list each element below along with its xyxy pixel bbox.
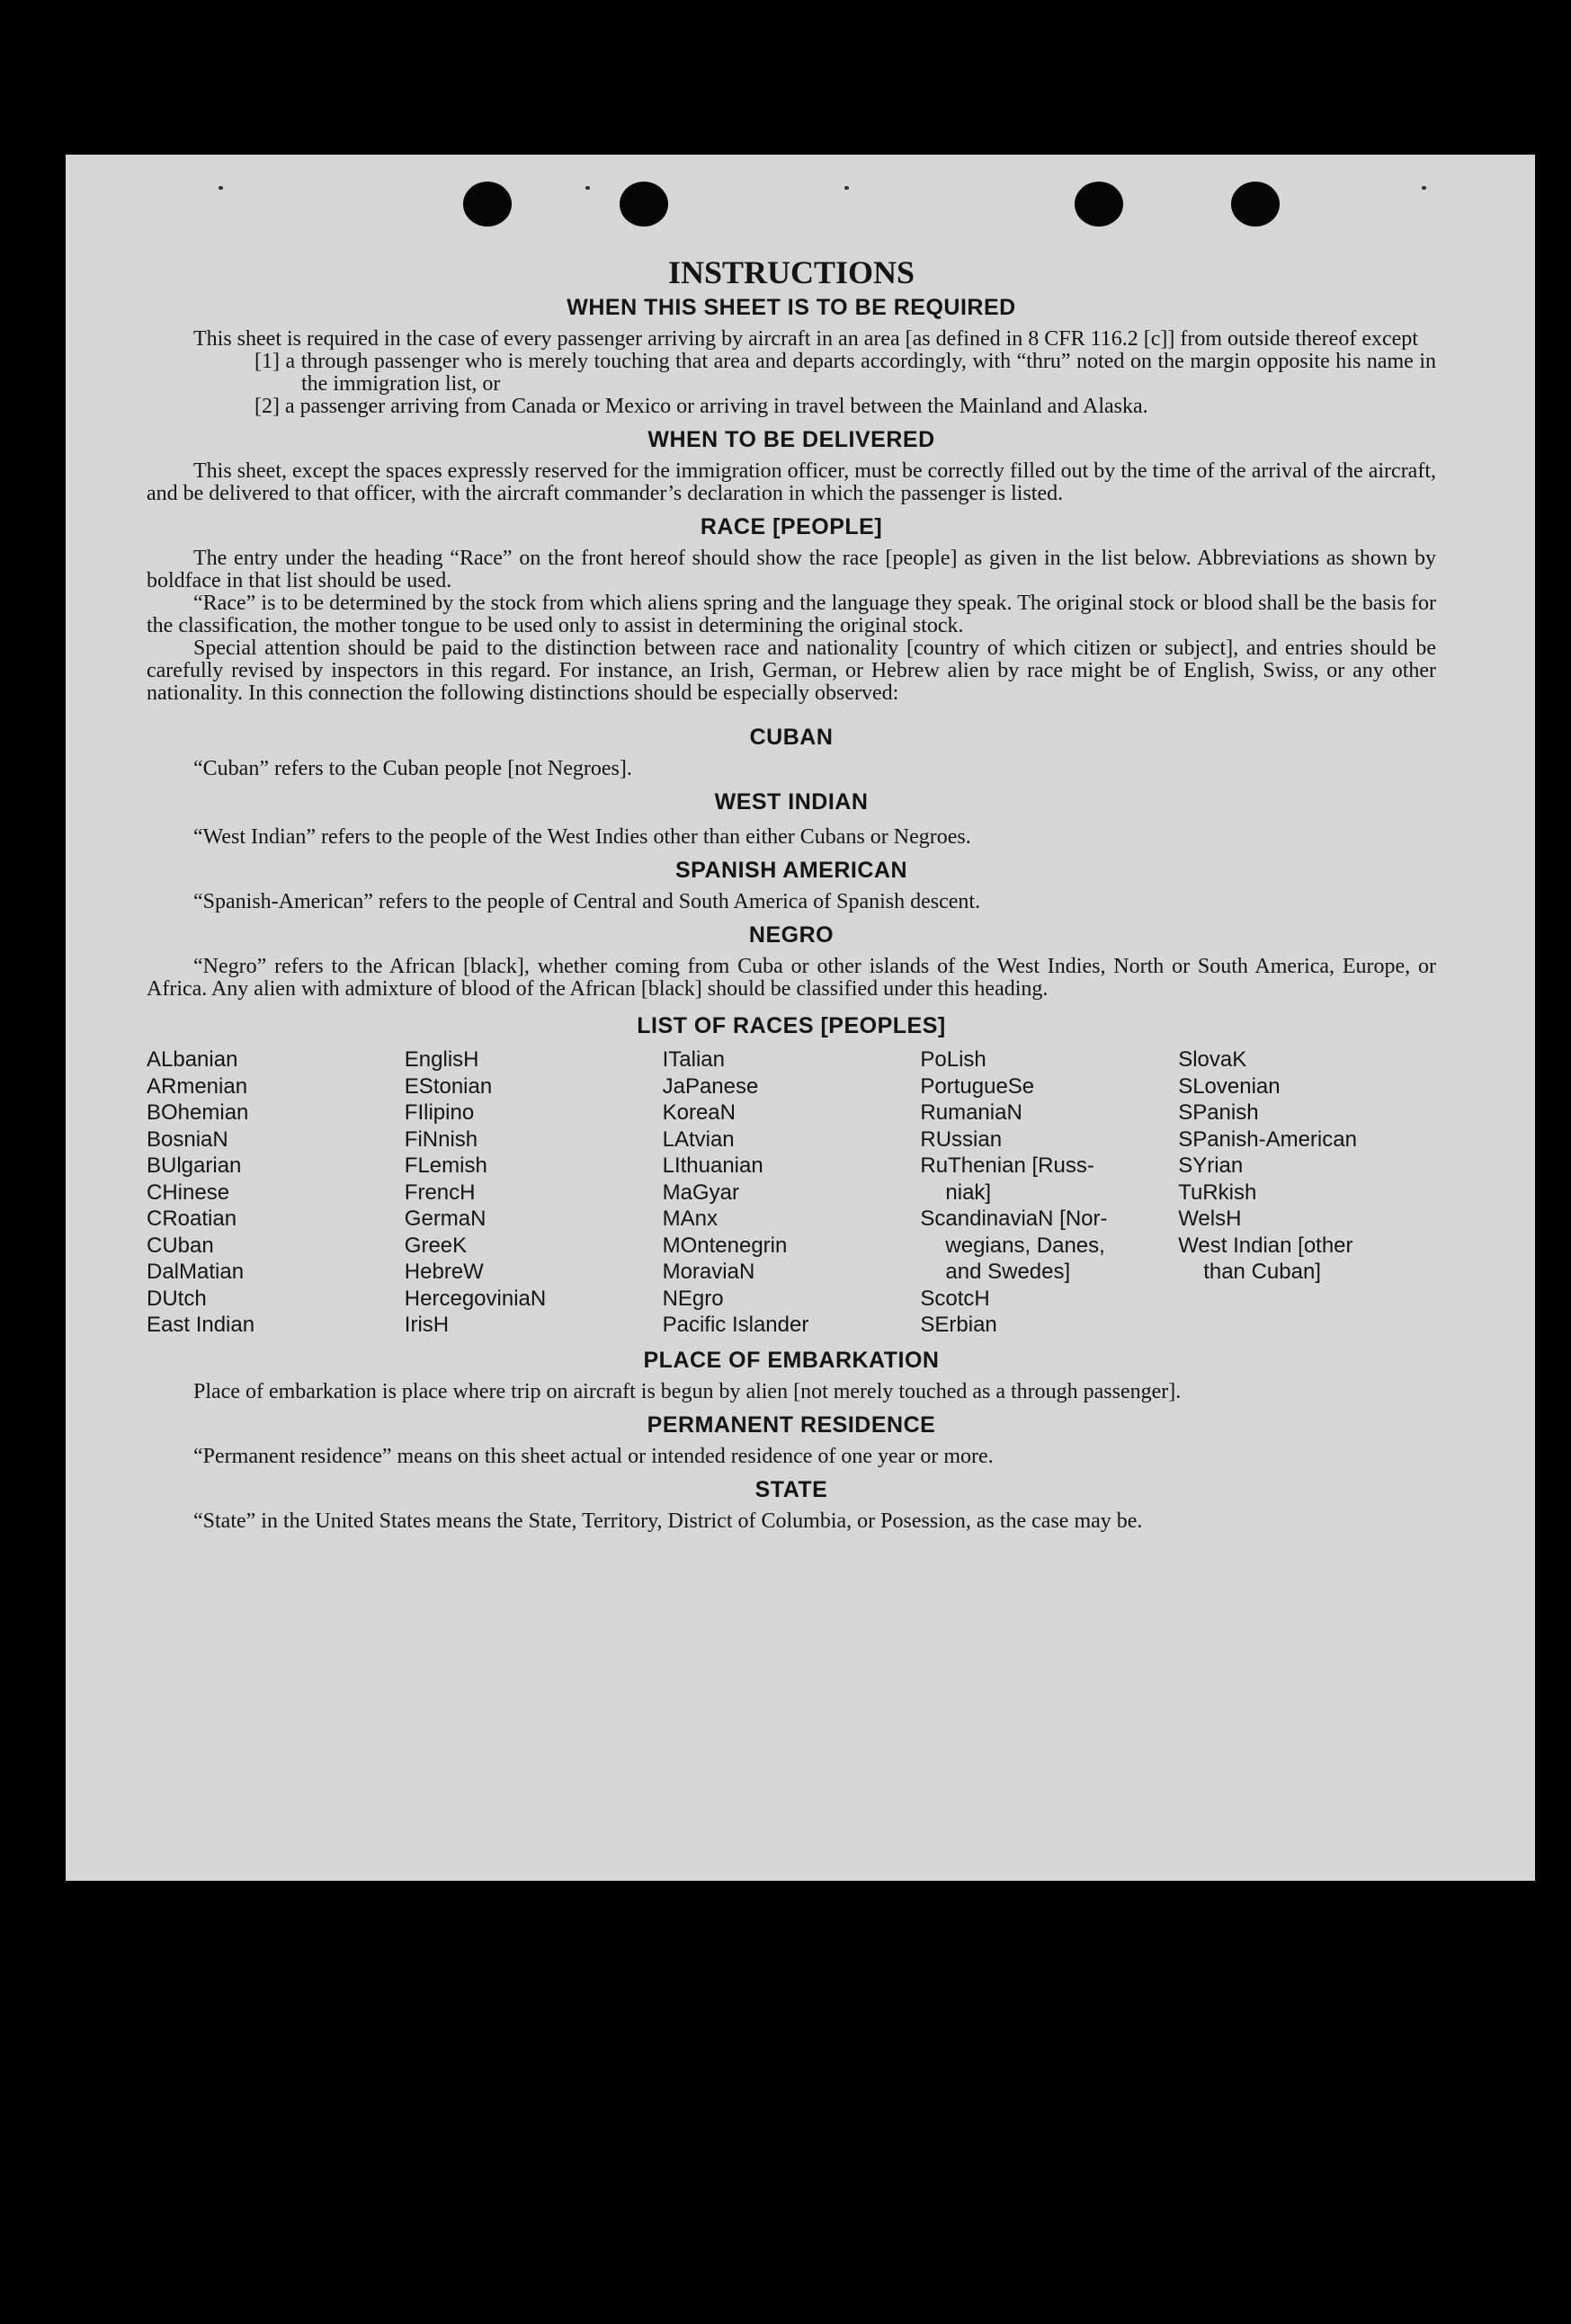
race-entry: EnglisH xyxy=(404,1047,479,1072)
race-entry: ALbanian xyxy=(147,1047,238,1072)
permanent-residence-text: “Permanent residence” means on this sheet actual or intended residence of one year or more. xyxy=(193,1444,994,1468)
races-column-4 xyxy=(920,1046,1178,1339)
speck xyxy=(844,186,849,190)
race-entry: RUssian xyxy=(920,1126,1003,1152)
race-entry: BosniaN xyxy=(147,1126,228,1152)
heading-embarkation: PLACE OF EMBARKATION xyxy=(643,1347,940,1373)
race-entry: MAnx xyxy=(662,1207,718,1231)
heading-when-delivered: WHEN TO BE DELIVERED xyxy=(647,427,935,452)
negro-text: “Negro” refers to the African [black], whether coming from Cuba or other islands of the West Indies, North or South America, Europe, or Africa. Any alien with admixture of blood of the African [black] should be classified under this heading. xyxy=(147,955,1436,1001)
race-entry: EStonian xyxy=(404,1073,493,1099)
punch-hole xyxy=(1231,182,1280,227)
heading-when-required: WHEN THIS SHEET IS TO BE REQUIRED xyxy=(567,295,1016,320)
race-entry: SErbian xyxy=(920,1313,997,1337)
when-required-intro: This sheet is required in the case of every passenger arriving by aircraft in an area [as defined in 8 CFR 116.2 [c]] from outside thereof except xyxy=(193,327,1418,351)
race-entry: NEgro xyxy=(662,1286,724,1311)
race-entry: DalMatian xyxy=(147,1260,245,1284)
race-entry: BOhemian xyxy=(147,1100,249,1125)
heading-west-indian: WEST INDIAN xyxy=(714,789,869,815)
race-entry: PoLish xyxy=(920,1047,986,1072)
state-text: “State” in the United States means the State, Territory, District of Columbia, or Posession, as the case may be. xyxy=(193,1509,1143,1533)
speck xyxy=(219,186,223,190)
heading-cuban: CUBAN xyxy=(749,725,834,750)
race-entry: BUlgarian xyxy=(147,1153,242,1178)
race-entry-continuation: and Swedes] xyxy=(945,1260,1071,1284)
races-column-5 xyxy=(1178,1046,1436,1339)
race-entry: ScotcH xyxy=(920,1286,990,1311)
race-entry: RumaniaN xyxy=(920,1100,1022,1125)
race-entry: ARmenian xyxy=(147,1073,248,1099)
speck xyxy=(1422,186,1426,190)
races-column-2 xyxy=(405,1046,663,1339)
race-entry: KoreaN xyxy=(662,1100,736,1125)
race-entry: LAtvian xyxy=(662,1126,735,1152)
race-paragraph-2: “Race” is to be determined by the stock from which aliens spring and the language they speak. The original stock or blood shall be the basis for the classification, the mother tongue to be used only to assist in determining the original stock. xyxy=(147,592,1436,637)
race-entry-continuation: niak] xyxy=(945,1180,992,1205)
race-entry: IrisH xyxy=(404,1313,450,1337)
heading-permanent-residence: PERMANENT RESIDENCE xyxy=(647,1411,936,1438)
race-entry: GreeK xyxy=(404,1233,468,1258)
race-entry: GermaN xyxy=(404,1207,486,1231)
punch-hole xyxy=(1075,182,1123,227)
exception-item-2: [2] a passenger arriving from Canada or Mexico or arriving in travel between the Mainland and Alaska. xyxy=(254,395,1148,418)
race-entry: TuRkish xyxy=(1178,1180,1257,1205)
race-entry-continuation: than Cuban] xyxy=(1203,1260,1321,1284)
race-entry: FLemish xyxy=(404,1153,487,1178)
race-entry: CUban xyxy=(147,1233,214,1258)
races-column-1 xyxy=(147,1046,405,1339)
speck xyxy=(585,186,590,190)
race-entry: MoraviaN xyxy=(662,1260,755,1284)
list-of-races xyxy=(147,1046,1436,1339)
race-entry: Pacific Islander xyxy=(662,1313,809,1337)
race-entry: HercegoviniaN xyxy=(404,1286,547,1311)
race-entry: CRoatian xyxy=(147,1207,237,1231)
page-title: INSTRUCTIONS xyxy=(667,254,915,290)
race-entry: PortugueSe xyxy=(920,1073,1035,1099)
heading-list-of-races: LIST OF RACES [PEOPLES] xyxy=(637,1013,946,1038)
spanish-american-text: “Spanish-American” refers to the people of Central and South America of Spanish descent. xyxy=(193,890,981,913)
race-entry: SPanish xyxy=(1178,1100,1259,1125)
race-entry: FIlipino xyxy=(404,1100,475,1125)
punch-hole xyxy=(620,182,668,227)
race-entry: ITalian xyxy=(662,1047,725,1072)
race-entry: East Indian xyxy=(147,1313,255,1337)
race-entry: LIthuanian xyxy=(662,1153,763,1178)
race-entry: MaGyar xyxy=(662,1180,739,1205)
race-entry: MOntenegrin xyxy=(662,1233,788,1258)
race-entry: SYrian xyxy=(1178,1153,1244,1178)
cuban-text: “Cuban” refers to the Cuban people [not Negroes]. xyxy=(193,757,632,780)
race-entry: WelsH xyxy=(1178,1207,1242,1231)
race-entry: JaPanese xyxy=(662,1073,759,1099)
heading-spanish-american: SPANISH AMERICAN xyxy=(674,858,907,883)
race-entry: ScandinaviaN [Nor- xyxy=(920,1207,1108,1231)
instruction-sheet xyxy=(66,155,1535,1881)
race-entry: FrencH xyxy=(404,1180,476,1205)
races-column-3 xyxy=(663,1046,921,1339)
west-indian-text: “West Indian” refers to the people of the West Indies other than either Cubans or Negroes. xyxy=(193,825,971,849)
race-entry: DUtch xyxy=(147,1286,207,1311)
race-entry: SLovenian xyxy=(1178,1073,1281,1099)
race-entry-continuation: wegians, Danes, xyxy=(945,1233,1105,1258)
when-delivered-text: This sheet, except the spaces expressly reserved for the immigration officer, must be correctly filled out by the time of the arrival of the aircraft, and be delivered to that officer, with the aircraft commander’s declaration in which the passenger is listed. xyxy=(147,459,1436,505)
race-entry: CHinese xyxy=(147,1180,230,1205)
exception-item-1: [1] a through passenger who is merely touching that area and departs accordingly, with “thru” noted on the margin opposite his name in the immigration list, or xyxy=(254,350,1436,396)
race-entry: HebreW xyxy=(404,1260,484,1284)
race-entry: RuThenian [Russ- xyxy=(920,1153,1094,1178)
race-entry: SPanish-American xyxy=(1178,1126,1357,1152)
race-paragraph-3: Special attention should be paid to the distinction between race and nationality [country of which citizen or subject], and entries should be carefully revised by inspectors in this regard. For instance, an Irish, German, or Hebrew alien by race might be of English, Swiss, or any other nationality. In this connection the following distinctions should be especially observed: xyxy=(147,637,1436,705)
punch-hole xyxy=(463,182,512,227)
race-entry: SlovaK xyxy=(1178,1047,1247,1072)
race-paragraph-1: The entry under the heading “Race” on the front hereof should show the race [people] as given in the list below. Abbreviations as shown by boldface in that list should be used. xyxy=(147,547,1436,592)
heading-negro: NEGRO xyxy=(748,922,835,948)
embarkation-text: Place of embarkation is place where trip on aircraft is begun by alien [not merely touched as a through passenger]. xyxy=(193,1379,1182,1403)
heading-race: RACE [PEOPLE] xyxy=(700,514,883,539)
race-entry: FiNnish xyxy=(404,1126,478,1152)
heading-state: STATE xyxy=(754,1476,828,1502)
race-entry: West Indian [other xyxy=(1178,1233,1353,1258)
